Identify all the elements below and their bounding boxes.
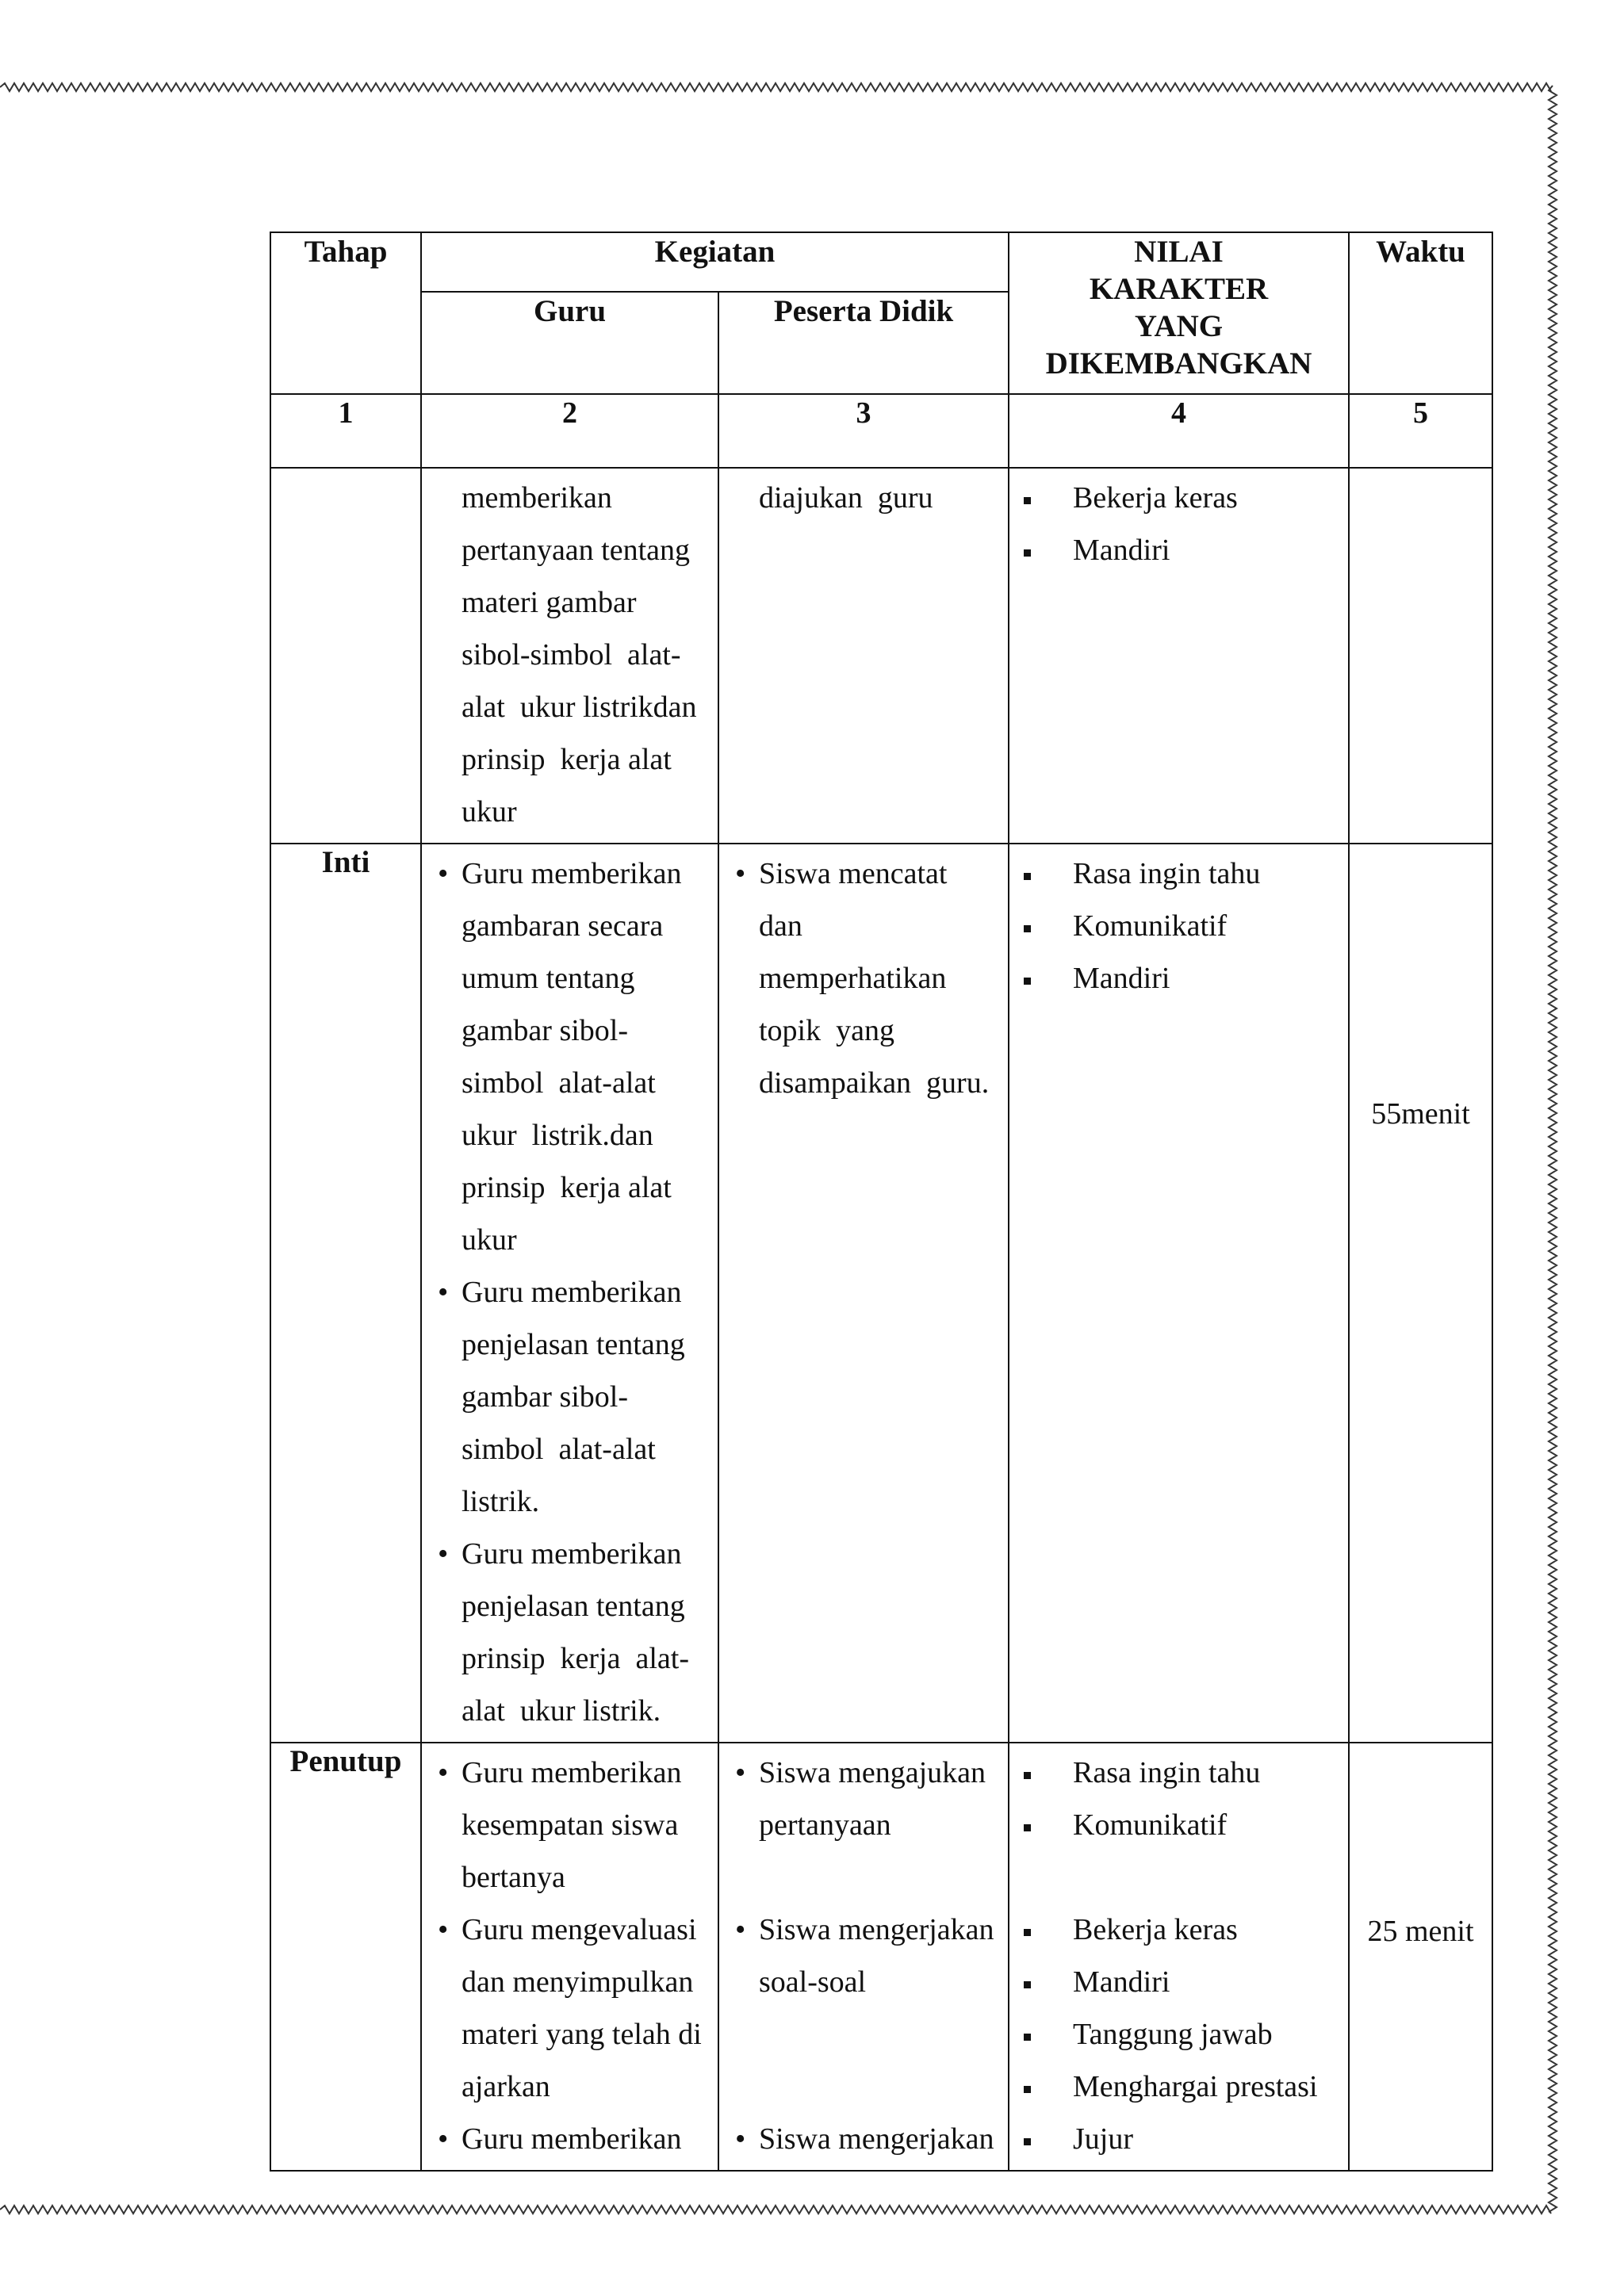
bullet-icon: •	[735, 1913, 746, 1946]
guru-cell	[421, 468, 718, 844]
peserta-cell	[718, 844, 1009, 1743]
guru-cell	[421, 1743, 718, 2171]
column-number: 1	[270, 394, 421, 468]
list-item	[735, 2113, 1000, 2165]
text-line: penjelasan tentang	[462, 1590, 685, 1623]
stage-cell	[270, 468, 421, 844]
text-line: simbol alat-alat	[462, 1066, 656, 1100]
text-line: listrik.	[462, 1485, 540, 1518]
column-number: 2	[421, 394, 718, 468]
text-line: prinsip kerja alat-	[462, 1642, 690, 1675]
text-line: kesempatan siswa	[462, 1808, 679, 1842]
text-line: alat ukur listrik.	[462, 1694, 661, 1728]
lesson-plan-table	[270, 232, 1493, 2172]
header-kegiatan: Kegiatan	[421, 232, 1009, 292]
header-peserta-didik: Peserta Didik	[718, 292, 1009, 394]
list-item	[735, 1747, 1000, 1851]
text-line: memperhatikan	[759, 962, 947, 995]
column-number: 4	[1009, 394, 1349, 468]
text-line: dan menyimpulkan	[462, 1965, 694, 1999]
list-item	[438, 2113, 710, 2165]
square-bullet-icon	[1009, 524, 1073, 576]
list-item	[1009, 1956, 1340, 2008]
square-bullet-icon	[1009, 2113, 1073, 2165]
text-line: Guru memberikan	[462, 2122, 682, 2156]
text-line: bertanya	[462, 1861, 565, 1894]
nilai-label: Rasa ingin tahu	[1073, 1756, 1261, 1789]
list-item	[438, 1747, 710, 1904]
header-waktu: Waktu	[1349, 232, 1492, 394]
text-line: prinsip kerja alat	[462, 743, 672, 776]
text-line: dan	[759, 909, 802, 943]
square-bullet-icon	[1009, 900, 1073, 952]
text-line: sibol-simbol alat-	[462, 638, 681, 672]
list-item	[1009, 952, 1340, 1004]
text-line: Guru memberikan	[462, 1276, 682, 1309]
list-item	[438, 1904, 710, 2113]
nilai-label: Menghargai prestasi	[1073, 2070, 1318, 2103]
header-guru: Guru	[421, 292, 718, 394]
text-line: penjelasan tentang	[462, 1328, 685, 1361]
text-line: ajarkan	[462, 2070, 550, 2103]
text-line: Siswa mencatat	[759, 857, 948, 890]
table-row	[270, 468, 1492, 844]
nilai-cell	[1009, 468, 1349, 844]
column-number: 5	[1349, 394, 1492, 468]
text-line: umum tentang	[462, 962, 635, 995]
square-bullet-icon	[1009, 1956, 1073, 2008]
table-row	[270, 844, 1492, 1743]
bullet-icon: •	[438, 1756, 449, 1789]
bullet-icon: •	[735, 857, 746, 890]
square-bullet-icon	[1009, 952, 1073, 1004]
square-bullet-icon	[1009, 2061, 1073, 2113]
text-line: Siswa mengerjakan	[759, 1913, 994, 1946]
nilai-label: Komunikatif	[1073, 909, 1228, 943]
bullet-icon: •	[438, 1537, 449, 1571]
nilai-label: Mandiri	[1073, 962, 1170, 995]
waktu-cell: 25 menit	[1349, 1743, 1492, 2171]
text-line: alat ukur listrikdan	[462, 691, 697, 724]
text-line: topik yang	[759, 1014, 894, 1047]
text-line: Guru memberikan	[462, 1756, 682, 1789]
waktu-cell	[1349, 468, 1492, 844]
list-item	[1009, 524, 1340, 576]
stage-cell: Inti	[270, 844, 421, 1743]
column-number: 3	[718, 394, 1009, 468]
header-tahap: Tahap	[270, 232, 421, 394]
text-line: ukur	[462, 1223, 517, 1257]
text-line: materi gambar	[462, 586, 637, 619]
list-item	[1009, 472, 1340, 524]
stage-cell: Penutup	[270, 1743, 421, 2171]
list-item	[1009, 1747, 1340, 1799]
bullet-icon: •	[438, 1913, 449, 1946]
nilai-label: Komunikatif	[1073, 1808, 1228, 1842]
bullet-icon: •	[438, 2122, 449, 2156]
nilai-cell	[1009, 1743, 1349, 2171]
text-line: Guru memberikan	[462, 1537, 682, 1571]
nilai-label: Bekerja keras	[1073, 1913, 1238, 1946]
list-item	[1009, 1904, 1340, 1956]
bullet-icon: •	[735, 2122, 746, 2156]
nilai-label: Tanggung jawab	[1073, 2018, 1273, 2051]
bullet-icon: •	[438, 1276, 449, 1309]
nilai-label: Bekerja keras	[1073, 481, 1238, 515]
list-item	[1009, 2061, 1340, 2113]
text-line: gambaran secara	[462, 909, 664, 943]
list-item	[735, 848, 1000, 1109]
square-bullet-icon	[1009, 848, 1073, 900]
nilai-label: Mandiri	[1073, 534, 1170, 567]
list-item	[1009, 2008, 1340, 2061]
nilai-label: Rasa ingin tahu	[1073, 857, 1261, 890]
nilai-label: Jujur	[1073, 2122, 1134, 2156]
header-nilai-line: DIKEMBANGKAN	[1045, 346, 1312, 381]
list-item	[1009, 900, 1340, 952]
square-bullet-icon	[1009, 1799, 1073, 1851]
square-bullet-icon	[1009, 472, 1073, 524]
text-line: Guru mengevaluasi	[462, 1913, 697, 1946]
text-line: pertanyaan tentang	[462, 534, 691, 567]
list-item	[735, 1904, 1000, 2008]
peserta-cell	[718, 468, 1009, 844]
header-nilai-karakter	[1009, 232, 1349, 394]
list-item	[438, 1528, 710, 1737]
text-line: materi yang telah di	[462, 2018, 702, 2051]
header-nilai-line: KARAKTER	[1089, 272, 1269, 306]
square-bullet-icon	[1009, 2008, 1073, 2061]
list-item	[438, 848, 710, 1266]
square-bullet-icon	[1009, 1747, 1073, 1799]
list-item	[1009, 848, 1340, 900]
text-line: gambar sibol-	[462, 1014, 629, 1047]
text-line: Guru memberikan	[462, 857, 682, 890]
bullet-icon: •	[735, 1756, 746, 1789]
text-line: simbol alat-alat	[462, 1433, 656, 1466]
text-line: ukur	[462, 795, 517, 828]
guru-cell	[421, 844, 718, 1743]
nilai-cell	[1009, 844, 1349, 1743]
waktu-cell: 55menit	[1349, 844, 1492, 1743]
text-line: pertanyaan	[759, 1808, 891, 1842]
text-line: Siswa mengerjakan	[759, 2122, 994, 2156]
text-line: diajukan guru	[759, 481, 933, 515]
text-line: Siswa mengajukan	[759, 1756, 986, 1789]
nilai-label: Mandiri	[1073, 1965, 1170, 1999]
text-line: memberikan	[462, 481, 612, 515]
text-line: gambar sibol-	[462, 1380, 629, 1414]
list-item	[438, 1266, 710, 1528]
square-bullet-icon	[1009, 1904, 1073, 1956]
table-row	[270, 1743, 1492, 2171]
list-item	[1009, 1799, 1340, 1851]
text-line: soal-soal	[759, 1965, 867, 1999]
peserta-cell	[718, 1743, 1009, 2171]
header-nilai-line: YANG	[1134, 309, 1224, 343]
bullet-icon: •	[438, 857, 449, 890]
text-line: disampaikan guru.	[759, 1066, 990, 1100]
text-line: prinsip kerja alat	[462, 1171, 672, 1204]
header-nilai-line: NILAI	[1134, 235, 1224, 269]
list-item	[1009, 2113, 1340, 2165]
text-line: ukur listrik.dan	[462, 1119, 653, 1152]
